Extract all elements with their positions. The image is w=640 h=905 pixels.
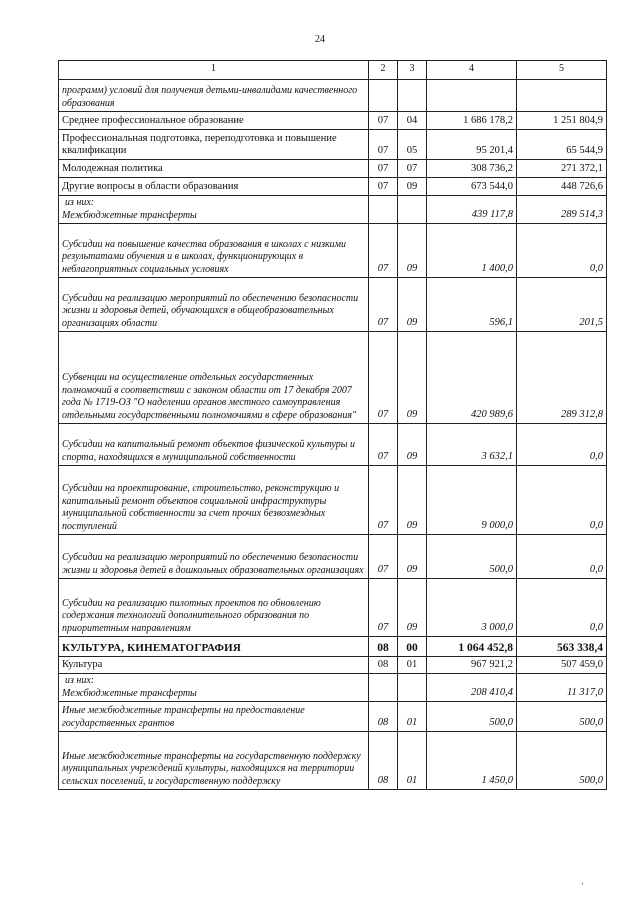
subsection-code: 09 (398, 224, 427, 278)
row-text: Другие вопросы в области образования (62, 181, 239, 193)
row-description (59, 674, 369, 702)
section-code: 07 (369, 278, 398, 332)
amount-col-5: 289 312,8 (517, 332, 607, 424)
table-row (59, 637, 607, 657)
row-description (59, 637, 369, 657)
table-row (59, 278, 607, 332)
amount-col-4: 967 921,2 (427, 657, 517, 674)
row-description (59, 732, 369, 790)
amount-col-5: 1 251 804,9 (517, 112, 607, 130)
header-col-1: 1 (59, 61, 369, 80)
row-description (59, 80, 369, 112)
subsection-code: 09 (398, 535, 427, 579)
budget-table (58, 60, 607, 790)
row-description (59, 160, 369, 178)
subsection-code (398, 80, 427, 112)
row-description (59, 657, 369, 674)
amount-col-5: 507 459,0 (517, 657, 607, 674)
row-text: программ) условий для получения детьми-инвалидами качественного образования (62, 85, 358, 109)
table-row (59, 178, 607, 196)
amount-col-4 (427, 80, 517, 112)
row-text: Культура (62, 659, 103, 671)
subsection-code (398, 674, 427, 702)
row-text: Межбюджетные трансферты (62, 209, 197, 221)
section-code: 07 (369, 160, 398, 178)
row-text: Субвенции на осуществление отдельных государственных полномочий в соответствии с законом области от 17 декабря 2007 года № 1719-ОЗ "О наделении органов местного самоуправления отдельными государственными полномочиями в сфере образования" (62, 372, 357, 421)
section-code: 07 (369, 224, 398, 278)
row-description (59, 535, 369, 579)
amount-col-4: 95 201,4 (427, 130, 517, 160)
amount-col-4: 1 400,0 (427, 224, 517, 278)
amount-col-5: 500,0 (517, 702, 607, 732)
table-row (59, 332, 607, 424)
section-code: 07 (369, 112, 398, 130)
amount-col-4: 1 064 452,8 (427, 637, 517, 657)
row-text: Молодежная политика (62, 163, 163, 175)
table-row (59, 674, 607, 702)
section-code: 07 (369, 332, 398, 424)
table-row (59, 160, 607, 178)
table-row (59, 80, 607, 112)
row-description (59, 224, 369, 278)
row-text: КУЛЬТУРА, КИНЕМАТОГРАФИЯ (62, 642, 242, 655)
subsection-code: 09 (398, 332, 427, 424)
row-text: Профессиональная подготовка, переподготовка и повышение квалификации (62, 132, 337, 157)
section-code: 07 (369, 424, 398, 466)
table-row (59, 196, 607, 224)
subsection-code (398, 196, 427, 224)
row-text: Межбюджетные трансферты (62, 687, 197, 699)
scan-mark: ’ (581, 881, 584, 891)
amount-col-4: 596,1 (427, 278, 517, 332)
table-row (59, 224, 607, 278)
amount-col-5: 0,0 (517, 424, 607, 466)
amount-col-4: 439 117,8 (427, 196, 517, 224)
row-description (59, 332, 369, 424)
amount-col-4: 673 544,0 (427, 178, 517, 196)
amount-col-5: 0,0 (517, 466, 607, 535)
amount-col-5: 289 514,3 (517, 196, 607, 224)
header-col-5: 5 (517, 61, 607, 80)
amount-col-5: 11 317,0 (517, 674, 607, 702)
row-description (59, 466, 369, 535)
table-row (59, 112, 607, 130)
row-description (59, 424, 369, 466)
row-description (59, 579, 369, 637)
row-text: Субсидии на реализацию пилотных проектов по обновлению содержания технологий дополнительного образования по приоритетным направлениям (62, 597, 321, 634)
row-description (59, 178, 369, 196)
section-code: 08 (369, 637, 398, 657)
subsection-code: 09 (398, 466, 427, 535)
amount-col-4: 1 450,0 (427, 732, 517, 790)
table-header-row (59, 61, 607, 80)
section-code: 07 (369, 535, 398, 579)
amount-col-4: 420 989,6 (427, 332, 517, 424)
row-text: Иные межбюджетные трансферты на предоставление государственных грантов (62, 705, 305, 729)
amount-col-5: 65 544,9 (517, 130, 607, 160)
row-text: Среднее профессиональное образование (62, 115, 244, 127)
amount-col-4: 308 736,2 (427, 160, 517, 178)
section-code: 08 (369, 702, 398, 732)
subsection-code: 01 (398, 657, 427, 674)
row-description (59, 196, 369, 224)
amount-col-5: 271 372,1 (517, 160, 607, 178)
header-col-3: 3 (398, 61, 427, 80)
amount-col-4: 9 000,0 (427, 466, 517, 535)
section-code (369, 674, 398, 702)
amount-col-5: 500,0 (517, 732, 607, 790)
table-row (59, 424, 607, 466)
table-row (59, 130, 607, 160)
subsection-code: 01 (398, 732, 427, 790)
row-description (59, 278, 369, 332)
section-code: 07 (369, 579, 398, 637)
amount-col-5: 563 338,4 (517, 637, 607, 657)
row-text: Субсидии на проектирование, строительство, реконструкцию и капитальный ремонт объектов социальной инфраструктуры муниципальной собственности за счет прочих безвозмездных поступлений (62, 483, 340, 532)
subsection-code: 09 (398, 278, 427, 332)
table-row (59, 657, 607, 674)
section-code (369, 196, 398, 224)
subsection-code: 00 (398, 637, 427, 657)
subsection-code: 07 (398, 160, 427, 178)
section-code: 08 (369, 732, 398, 790)
subsection-code: 09 (398, 178, 427, 196)
amount-col-4: 500,0 (427, 535, 517, 579)
amount-col-5: 201,5 (517, 278, 607, 332)
amount-col-4: 3 632,1 (427, 424, 517, 466)
page-number: 24 (315, 34, 325, 45)
row-description (59, 702, 369, 732)
section-code (369, 80, 398, 112)
subsection-code: 04 (398, 112, 427, 130)
section-code: 08 (369, 657, 398, 674)
section-code: 07 (369, 178, 398, 196)
row-text: Субсидии на реализацию мероприятий по обеспечению безопасности жизни и здоровья детей, обучающихся в общеобразовательных организациях области (62, 292, 359, 329)
row-prefix: из них: (65, 675, 95, 687)
table-row (59, 579, 607, 637)
table-row (59, 702, 607, 732)
header-col-2: 2 (369, 61, 398, 80)
row-description (59, 112, 369, 130)
amount-col-4: 3 000,0 (427, 579, 517, 637)
row-text: Субсидии на повышение качества образования в школах с низкими результатами обучения и в школах, функционирующих в неблагоприятных социальных условиях (62, 238, 347, 275)
subsection-code: 05 (398, 130, 427, 160)
table-row (59, 732, 607, 790)
amount-col-4: 500,0 (427, 702, 517, 732)
subsection-code: 01 (398, 702, 427, 732)
subsection-code: 09 (398, 424, 427, 466)
section-code: 07 (369, 130, 398, 160)
section-code: 07 (369, 466, 398, 535)
row-text: Субсидии на капитальный ремонт объектов физической культуры и спорта, находящихся в муниципальной собственности (62, 439, 356, 463)
amount-col-5: 448 726,6 (517, 178, 607, 196)
table-row (59, 466, 607, 535)
amount-col-5 (517, 80, 607, 112)
amount-col-4: 208 410,4 (427, 674, 517, 702)
row-text: Субсидии на реализацию мероприятий по обеспечению безопасности жизни и здоровья детей в дошкольных образовательных организациях (62, 552, 364, 576)
amount-col-5: 0,0 (517, 224, 607, 278)
row-prefix: из них: (65, 197, 95, 209)
amount-col-5: 0,0 (517, 535, 607, 579)
row-description (59, 130, 369, 160)
header-col-4: 4 (427, 61, 517, 80)
table-row (59, 535, 607, 579)
row-text: Иные межбюджетные трансферты на государственную поддержку муниципальных учреждений культуры, находящихся на территории сельских поселений, и государственную поддержку (62, 750, 361, 787)
amount-col-5: 0,0 (517, 579, 607, 637)
amount-col-4: 1 686 178,2 (427, 112, 517, 130)
subsection-code: 09 (398, 579, 427, 637)
